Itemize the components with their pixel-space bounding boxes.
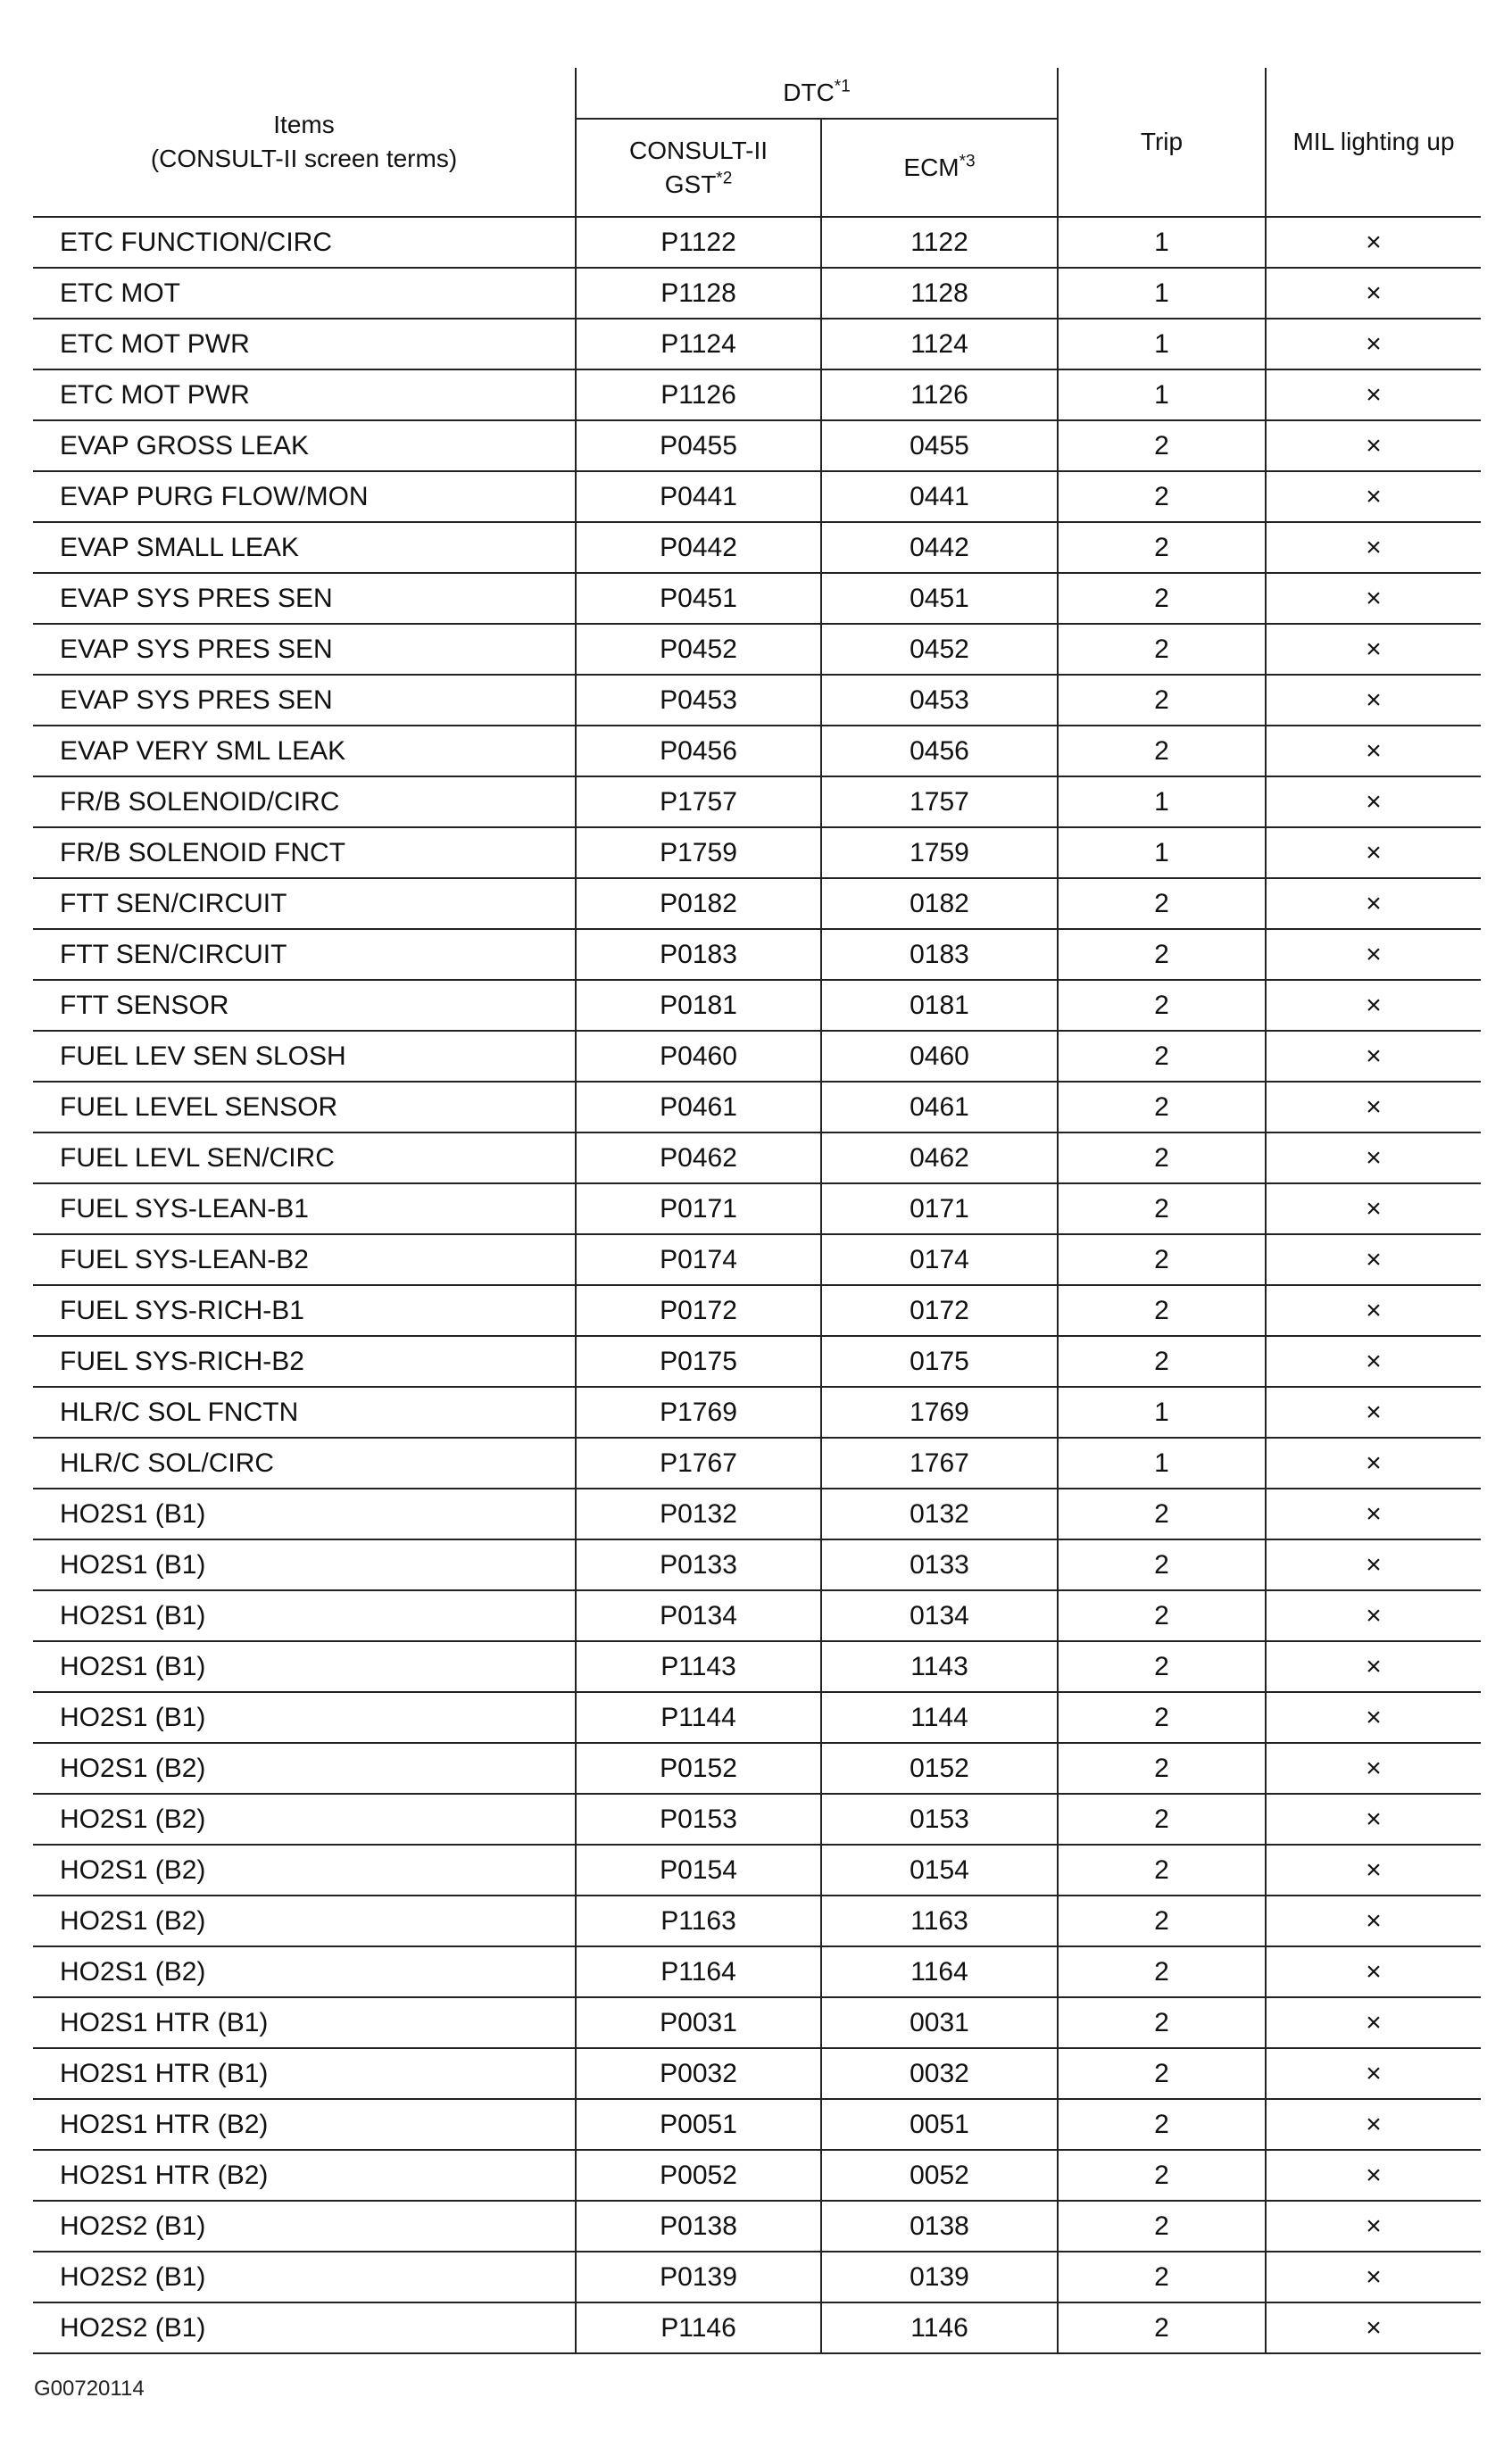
- header-consult: [576, 119, 821, 217]
- cell-consult-code: P0461: [576, 1082, 821, 1132]
- cell-mil: ×: [1266, 776, 1481, 827]
- table-row: [33, 1845, 1481, 1896]
- table-row: [33, 1539, 1481, 1590]
- cell-item: EVAP SMALL LEAK: [33, 522, 576, 573]
- cell-item: FTT SEN/CIRCUIT: [33, 929, 576, 980]
- table-row: [33, 1031, 1481, 1082]
- cell-ecm-code: 0455: [821, 420, 1058, 471]
- cell-mil: ×: [1266, 1539, 1481, 1590]
- cell-trip: 2: [1058, 1183, 1266, 1234]
- table-row: [33, 1641, 1481, 1692]
- table-row: [33, 980, 1481, 1031]
- cell-mil: ×: [1266, 1692, 1481, 1743]
- cell-mil: ×: [1266, 1590, 1481, 1641]
- cell-mil: ×: [1266, 2048, 1481, 2099]
- cell-item: FUEL LEVEL SENSOR: [33, 1082, 576, 1132]
- cell-ecm-code: 0172: [821, 1285, 1058, 1336]
- cell-trip: 2: [1058, 980, 1266, 1031]
- cell-consult-code: P1122: [576, 217, 821, 268]
- cell-mil: ×: [1266, 2099, 1481, 2150]
- cell-item: HLR/C SOL/CIRC: [33, 1438, 576, 1489]
- cell-trip: 1: [1058, 217, 1266, 268]
- cell-consult-code: P1759: [576, 827, 821, 878]
- cell-mil: ×: [1266, 878, 1481, 929]
- cell-ecm-code: 0154: [821, 1845, 1058, 1896]
- cell-consult-code: P0134: [576, 1590, 821, 1641]
- table-row: [33, 1438, 1481, 1489]
- table-row: [33, 369, 1481, 420]
- cell-trip: 2: [1058, 1031, 1266, 1082]
- cell-ecm-code: 1163: [821, 1896, 1058, 1946]
- figure-id: G00720114: [34, 2377, 145, 2401]
- cell-consult-code: P1767: [576, 1438, 821, 1489]
- cell-item: FUEL SYS-RICH-B1: [33, 1285, 576, 1336]
- table-row: [33, 2201, 1481, 2252]
- cell-ecm-code: 0452: [821, 624, 1058, 675]
- header-items: [33, 68, 576, 217]
- cell-item: HO2S1 HTR (B2): [33, 2099, 576, 2150]
- cell-ecm-code: 0182: [821, 878, 1058, 929]
- table-row: [33, 1997, 1481, 2048]
- cell-mil: ×: [1266, 1183, 1481, 1234]
- cell-consult-code: P1769: [576, 1387, 821, 1438]
- cell-mil: ×: [1266, 726, 1481, 776]
- cell-consult-code: P1143: [576, 1641, 821, 1692]
- cell-item: HO2S2 (B1): [33, 2201, 576, 2252]
- cell-consult-code: P1164: [576, 1946, 821, 1997]
- cell-item: HO2S1 (B1): [33, 1692, 576, 1743]
- cell-consult-code: P0175: [576, 1336, 821, 1387]
- table-row: [33, 1387, 1481, 1438]
- cell-consult-code: P0183: [576, 929, 821, 980]
- cell-ecm-code: 0138: [821, 2201, 1058, 2252]
- cell-item: HO2S1 (B1): [33, 1641, 576, 1692]
- cell-mil: ×: [1266, 980, 1481, 1031]
- cell-ecm-code: 0052: [821, 2150, 1058, 2201]
- cell-trip: 2: [1058, 1336, 1266, 1387]
- cell-mil: ×: [1266, 1132, 1481, 1183]
- cell-consult-code: P0181: [576, 980, 821, 1031]
- cell-mil: ×: [1266, 1285, 1481, 1336]
- cell-trip: 2: [1058, 420, 1266, 471]
- header-trip: [1058, 68, 1266, 217]
- cell-item: HO2S1 (B1): [33, 1590, 576, 1641]
- cell-trip: 1: [1058, 776, 1266, 827]
- cell-item: HO2S1 HTR (B2): [33, 2150, 576, 2201]
- cell-ecm-code: 0175: [821, 1336, 1058, 1387]
- cell-ecm-code: 1144: [821, 1692, 1058, 1743]
- cell-item: HO2S1 (B2): [33, 1794, 576, 1845]
- cell-mil: ×: [1266, 929, 1481, 980]
- cell-item: FUEL SYS-LEAN-B1: [33, 1183, 576, 1234]
- cell-mil: ×: [1266, 319, 1481, 369]
- cell-trip: 2: [1058, 1896, 1266, 1946]
- cell-item: HO2S1 (B2): [33, 1896, 576, 1946]
- cell-mil: ×: [1266, 217, 1481, 268]
- cell-item: HO2S1 (B2): [33, 1845, 576, 1896]
- cell-trip: 1: [1058, 1387, 1266, 1438]
- cell-ecm-code: 0132: [821, 1489, 1058, 1539]
- cell-item: ETC MOT PWR: [33, 319, 576, 369]
- cell-trip: 1: [1058, 1438, 1266, 1489]
- cell-mil: ×: [1266, 1336, 1481, 1387]
- table-row: [33, 675, 1481, 726]
- table-row: [33, 1234, 1481, 1285]
- cell-item: EVAP VERY SML LEAK: [33, 726, 576, 776]
- cell-trip: 1: [1058, 369, 1266, 420]
- header-mil: [1266, 68, 1481, 217]
- table-row: [33, 319, 1481, 369]
- cell-trip: 2: [1058, 2150, 1266, 2201]
- table-row: [33, 522, 1481, 573]
- cell-ecm-code: 1757: [821, 776, 1058, 827]
- table-row: [33, 624, 1481, 675]
- cell-ecm-code: 0174: [821, 1234, 1058, 1285]
- table-row: [33, 1489, 1481, 1539]
- cell-trip: 2: [1058, 2252, 1266, 2302]
- table-row: [33, 1896, 1481, 1946]
- table-row: [33, 1946, 1481, 1997]
- cell-trip: 2: [1058, 1590, 1266, 1641]
- table-body: [33, 217, 1481, 2353]
- cell-consult-code: P0032: [576, 2048, 821, 2099]
- table-row: [33, 1285, 1481, 1336]
- table-row: [33, 2252, 1481, 2302]
- header-consult-line2: GST: [664, 170, 717, 198]
- cell-trip: 2: [1058, 573, 1266, 624]
- cell-item: HLR/C SOL FNCTN: [33, 1387, 576, 1438]
- cell-ecm-code: 0451: [821, 573, 1058, 624]
- table-row: [33, 2099, 1481, 2150]
- header-items-line1: Items: [273, 111, 335, 138]
- cell-mil: ×: [1266, 1896, 1481, 1946]
- cell-mil: ×: [1266, 1234, 1481, 1285]
- cell-item: HO2S1 (B1): [33, 1489, 576, 1539]
- cell-ecm-code: 0456: [821, 726, 1058, 776]
- cell-trip: 2: [1058, 1845, 1266, 1896]
- table-row: [33, 2048, 1481, 2099]
- cell-item: EVAP PURG FLOW/MON: [33, 471, 576, 522]
- cell-mil: ×: [1266, 522, 1481, 573]
- cell-trip: 2: [1058, 1641, 1266, 1692]
- cell-trip: 2: [1058, 1234, 1266, 1285]
- cell-item: HO2S1 (B1): [33, 1539, 576, 1590]
- cell-trip: 2: [1058, 1946, 1266, 1997]
- cell-consult-code: P0051: [576, 2099, 821, 2150]
- table-row: [33, 1794, 1481, 1845]
- table-row: [33, 827, 1481, 878]
- cell-item: ETC MOT PWR: [33, 369, 576, 420]
- cell-ecm-code: 1128: [821, 268, 1058, 319]
- cell-item: FUEL SYS-RICH-B2: [33, 1336, 576, 1387]
- cell-consult-code: P0152: [576, 1743, 821, 1794]
- cell-consult-code: P0455: [576, 420, 821, 471]
- cell-trip: 2: [1058, 1285, 1266, 1336]
- cell-consult-code: P0460: [576, 1031, 821, 1082]
- cell-consult-code: P1757: [576, 776, 821, 827]
- header-consult-line1: CONSULT-II: [628, 137, 768, 164]
- cell-mil: ×: [1266, 1489, 1481, 1539]
- cell-item: FTT SEN/CIRCUIT: [33, 878, 576, 929]
- cell-trip: 2: [1058, 1489, 1266, 1539]
- cell-trip: 2: [1058, 726, 1266, 776]
- cell-consult-code: P1128: [576, 268, 821, 319]
- cell-consult-code: P0453: [576, 675, 821, 726]
- cell-item: HO2S2 (B1): [33, 2302, 576, 2353]
- cell-trip: 2: [1058, 624, 1266, 675]
- cell-mil: ×: [1266, 1641, 1481, 1692]
- table-header: [33, 68, 1481, 217]
- cell-consult-code: P0031: [576, 1997, 821, 2048]
- cell-item: FUEL LEV SEN SLOSH: [33, 1031, 576, 1082]
- cell-ecm-code: 0441: [821, 471, 1058, 522]
- cell-consult-code: P0154: [576, 1845, 821, 1896]
- cell-item: HO2S1 (B2): [33, 1743, 576, 1794]
- cell-consult-code: P0182: [576, 878, 821, 929]
- cell-consult-code: P1163: [576, 1896, 821, 1946]
- cell-consult-code: P0452: [576, 624, 821, 675]
- cell-mil: ×: [1266, 1387, 1481, 1438]
- cell-item: EVAP SYS PRES SEN: [33, 624, 576, 675]
- cell-trip: 2: [1058, 675, 1266, 726]
- header-consult-sup: *2: [716, 169, 733, 188]
- cell-ecm-code: 0031: [821, 1997, 1058, 2048]
- cell-mil: ×: [1266, 1438, 1481, 1489]
- cell-mil: ×: [1266, 1794, 1481, 1845]
- cell-trip: 2: [1058, 1743, 1266, 1794]
- cell-trip: 2: [1058, 2048, 1266, 2099]
- table-row: [33, 1183, 1481, 1234]
- table-row: [33, 573, 1481, 624]
- cell-ecm-code: 0134: [821, 1590, 1058, 1641]
- cell-ecm-code: 1126: [821, 369, 1058, 420]
- cell-ecm-code: 0051: [821, 2099, 1058, 2150]
- cell-consult-code: P0132: [576, 1489, 821, 1539]
- cell-mil: ×: [1266, 1031, 1481, 1082]
- table-row: [33, 2150, 1481, 2201]
- cell-ecm-code: 1767: [821, 1438, 1058, 1489]
- header-mil-label: MIL lighting up: [1292, 128, 1455, 155]
- cell-mil: ×: [1266, 420, 1481, 471]
- cell-trip: 1: [1058, 319, 1266, 369]
- cell-ecm-code: 0139: [821, 2252, 1058, 2302]
- cell-trip: 1: [1058, 268, 1266, 319]
- cell-consult-code: P0462: [576, 1132, 821, 1183]
- cell-item: EVAP GROSS LEAK: [33, 420, 576, 471]
- cell-trip: 2: [1058, 1539, 1266, 1590]
- cell-item: FR/B SOLENOID FNCT: [33, 827, 576, 878]
- cell-item: FUEL LEVL SEN/CIRC: [33, 1132, 576, 1183]
- cell-ecm-code: 1122: [821, 217, 1058, 268]
- cell-ecm-code: 0133: [821, 1539, 1058, 1590]
- cell-ecm-code: 1759: [821, 827, 1058, 878]
- cell-item: HO2S1 (B2): [33, 1946, 576, 1997]
- cell-item: EVAP SYS PRES SEN: [33, 675, 576, 726]
- cell-item: HO2S2 (B1): [33, 2252, 576, 2302]
- table-row: [33, 420, 1481, 471]
- header-ecm-label: ECM: [903, 153, 960, 181]
- table-row: [33, 217, 1481, 268]
- cell-item: FTT SENSOR: [33, 980, 576, 1031]
- cell-mil: ×: [1266, 1997, 1481, 2048]
- cell-consult-code: P0153: [576, 1794, 821, 1845]
- cell-trip: 2: [1058, 1132, 1266, 1183]
- table-row: [33, 1743, 1481, 1794]
- table-row: [33, 929, 1481, 980]
- cell-mil: ×: [1266, 624, 1481, 675]
- cell-trip: 2: [1058, 2201, 1266, 2252]
- table-row: [33, 1336, 1481, 1387]
- table-row: [33, 1082, 1481, 1132]
- header-ecm-sup: *3: [959, 152, 976, 171]
- cell-consult-code: P0133: [576, 1539, 821, 1590]
- cell-ecm-code: 0183: [821, 929, 1058, 980]
- cell-mil: ×: [1266, 268, 1481, 319]
- cell-consult-code: P0052: [576, 2150, 821, 2201]
- table-row: [33, 726, 1481, 776]
- cell-consult-code: P0172: [576, 1285, 821, 1336]
- cell-trip: 2: [1058, 522, 1266, 573]
- cell-mil: ×: [1266, 1845, 1481, 1896]
- cell-trip: 2: [1058, 2099, 1266, 2150]
- cell-trip: 2: [1058, 471, 1266, 522]
- cell-mil: ×: [1266, 573, 1481, 624]
- cell-mil: ×: [1266, 2302, 1481, 2353]
- cell-mil: ×: [1266, 471, 1481, 522]
- cell-item: FR/B SOLENOID/CIRC: [33, 776, 576, 827]
- cell-mil: ×: [1266, 2252, 1481, 2302]
- cell-ecm-code: 1164: [821, 1946, 1058, 1997]
- cell-mil: ×: [1266, 2150, 1481, 2201]
- cell-mil: ×: [1266, 1082, 1481, 1132]
- table-row: [33, 878, 1481, 929]
- cell-ecm-code: 0181: [821, 980, 1058, 1031]
- cell-ecm-code: 0453: [821, 675, 1058, 726]
- table-row: [33, 268, 1481, 319]
- cell-mil: ×: [1266, 2201, 1481, 2252]
- cell-ecm-code: 0462: [821, 1132, 1058, 1183]
- cell-ecm-code: 0442: [821, 522, 1058, 573]
- table-row: [33, 1692, 1481, 1743]
- table-row: [33, 1590, 1481, 1641]
- table-row: [33, 471, 1481, 522]
- cell-mil: ×: [1266, 369, 1481, 420]
- cell-trip: 2: [1058, 1997, 1266, 2048]
- cell-consult-code: P1144: [576, 1692, 821, 1743]
- cell-ecm-code: 0171: [821, 1183, 1058, 1234]
- cell-ecm-code: 0461: [821, 1082, 1058, 1132]
- cell-trip: 2: [1058, 1082, 1266, 1132]
- cell-trip: 2: [1058, 2302, 1266, 2353]
- cell-consult-code: P1124: [576, 319, 821, 369]
- dtc-table: [33, 68, 1481, 2354]
- header-dtc: [576, 68, 1058, 119]
- cell-trip: 2: [1058, 878, 1266, 929]
- cell-item: HO2S1 HTR (B1): [33, 1997, 576, 2048]
- cell-ecm-code: 1124: [821, 319, 1058, 369]
- cell-ecm-code: 0032: [821, 2048, 1058, 2099]
- cell-consult-code: P0442: [576, 522, 821, 573]
- header-ecm: [821, 119, 1058, 217]
- cell-consult-code: P0441: [576, 471, 821, 522]
- cell-ecm-code: 0460: [821, 1031, 1058, 1082]
- cell-ecm-code: 1146: [821, 2302, 1058, 2353]
- header-dtc-sup: *1: [834, 77, 851, 96]
- cell-consult-code: P0171: [576, 1183, 821, 1234]
- cell-ecm-code: 1143: [821, 1641, 1058, 1692]
- cell-consult-code: P0138: [576, 2201, 821, 2252]
- cell-trip: 1: [1058, 827, 1266, 878]
- table-row: [33, 776, 1481, 827]
- cell-trip: 2: [1058, 929, 1266, 980]
- cell-trip: 2: [1058, 1692, 1266, 1743]
- cell-consult-code: P0139: [576, 2252, 821, 2302]
- cell-item: FUEL SYS-LEAN-B2: [33, 1234, 576, 1285]
- cell-item: EVAP SYS PRES SEN: [33, 573, 576, 624]
- cell-ecm-code: 1769: [821, 1387, 1058, 1438]
- cell-mil: ×: [1266, 1743, 1481, 1794]
- cell-mil: ×: [1266, 827, 1481, 878]
- cell-consult-code: P0174: [576, 1234, 821, 1285]
- cell-consult-code: P1126: [576, 369, 821, 420]
- cell-ecm-code: 0153: [821, 1794, 1058, 1845]
- table-row: [33, 1132, 1481, 1183]
- header-items-line2: (CONSULT-II screen terms): [150, 145, 458, 172]
- header-trip-label: Trip: [1140, 128, 1184, 155]
- cell-ecm-code: 0152: [821, 1743, 1058, 1794]
- cell-consult-code: P0451: [576, 573, 821, 624]
- cell-mil: ×: [1266, 675, 1481, 726]
- cell-consult-code: P0456: [576, 726, 821, 776]
- cell-item: HO2S1 HTR (B1): [33, 2048, 576, 2099]
- table-row: [33, 2302, 1481, 2353]
- cell-item: ETC FUNCTION/CIRC: [33, 217, 576, 268]
- header-dtc-label: DTC: [783, 79, 835, 106]
- cell-item: ETC MOT: [33, 268, 576, 319]
- cell-consult-code: P1146: [576, 2302, 821, 2353]
- cell-trip: 2: [1058, 1794, 1266, 1845]
- cell-mil: ×: [1266, 1946, 1481, 1997]
